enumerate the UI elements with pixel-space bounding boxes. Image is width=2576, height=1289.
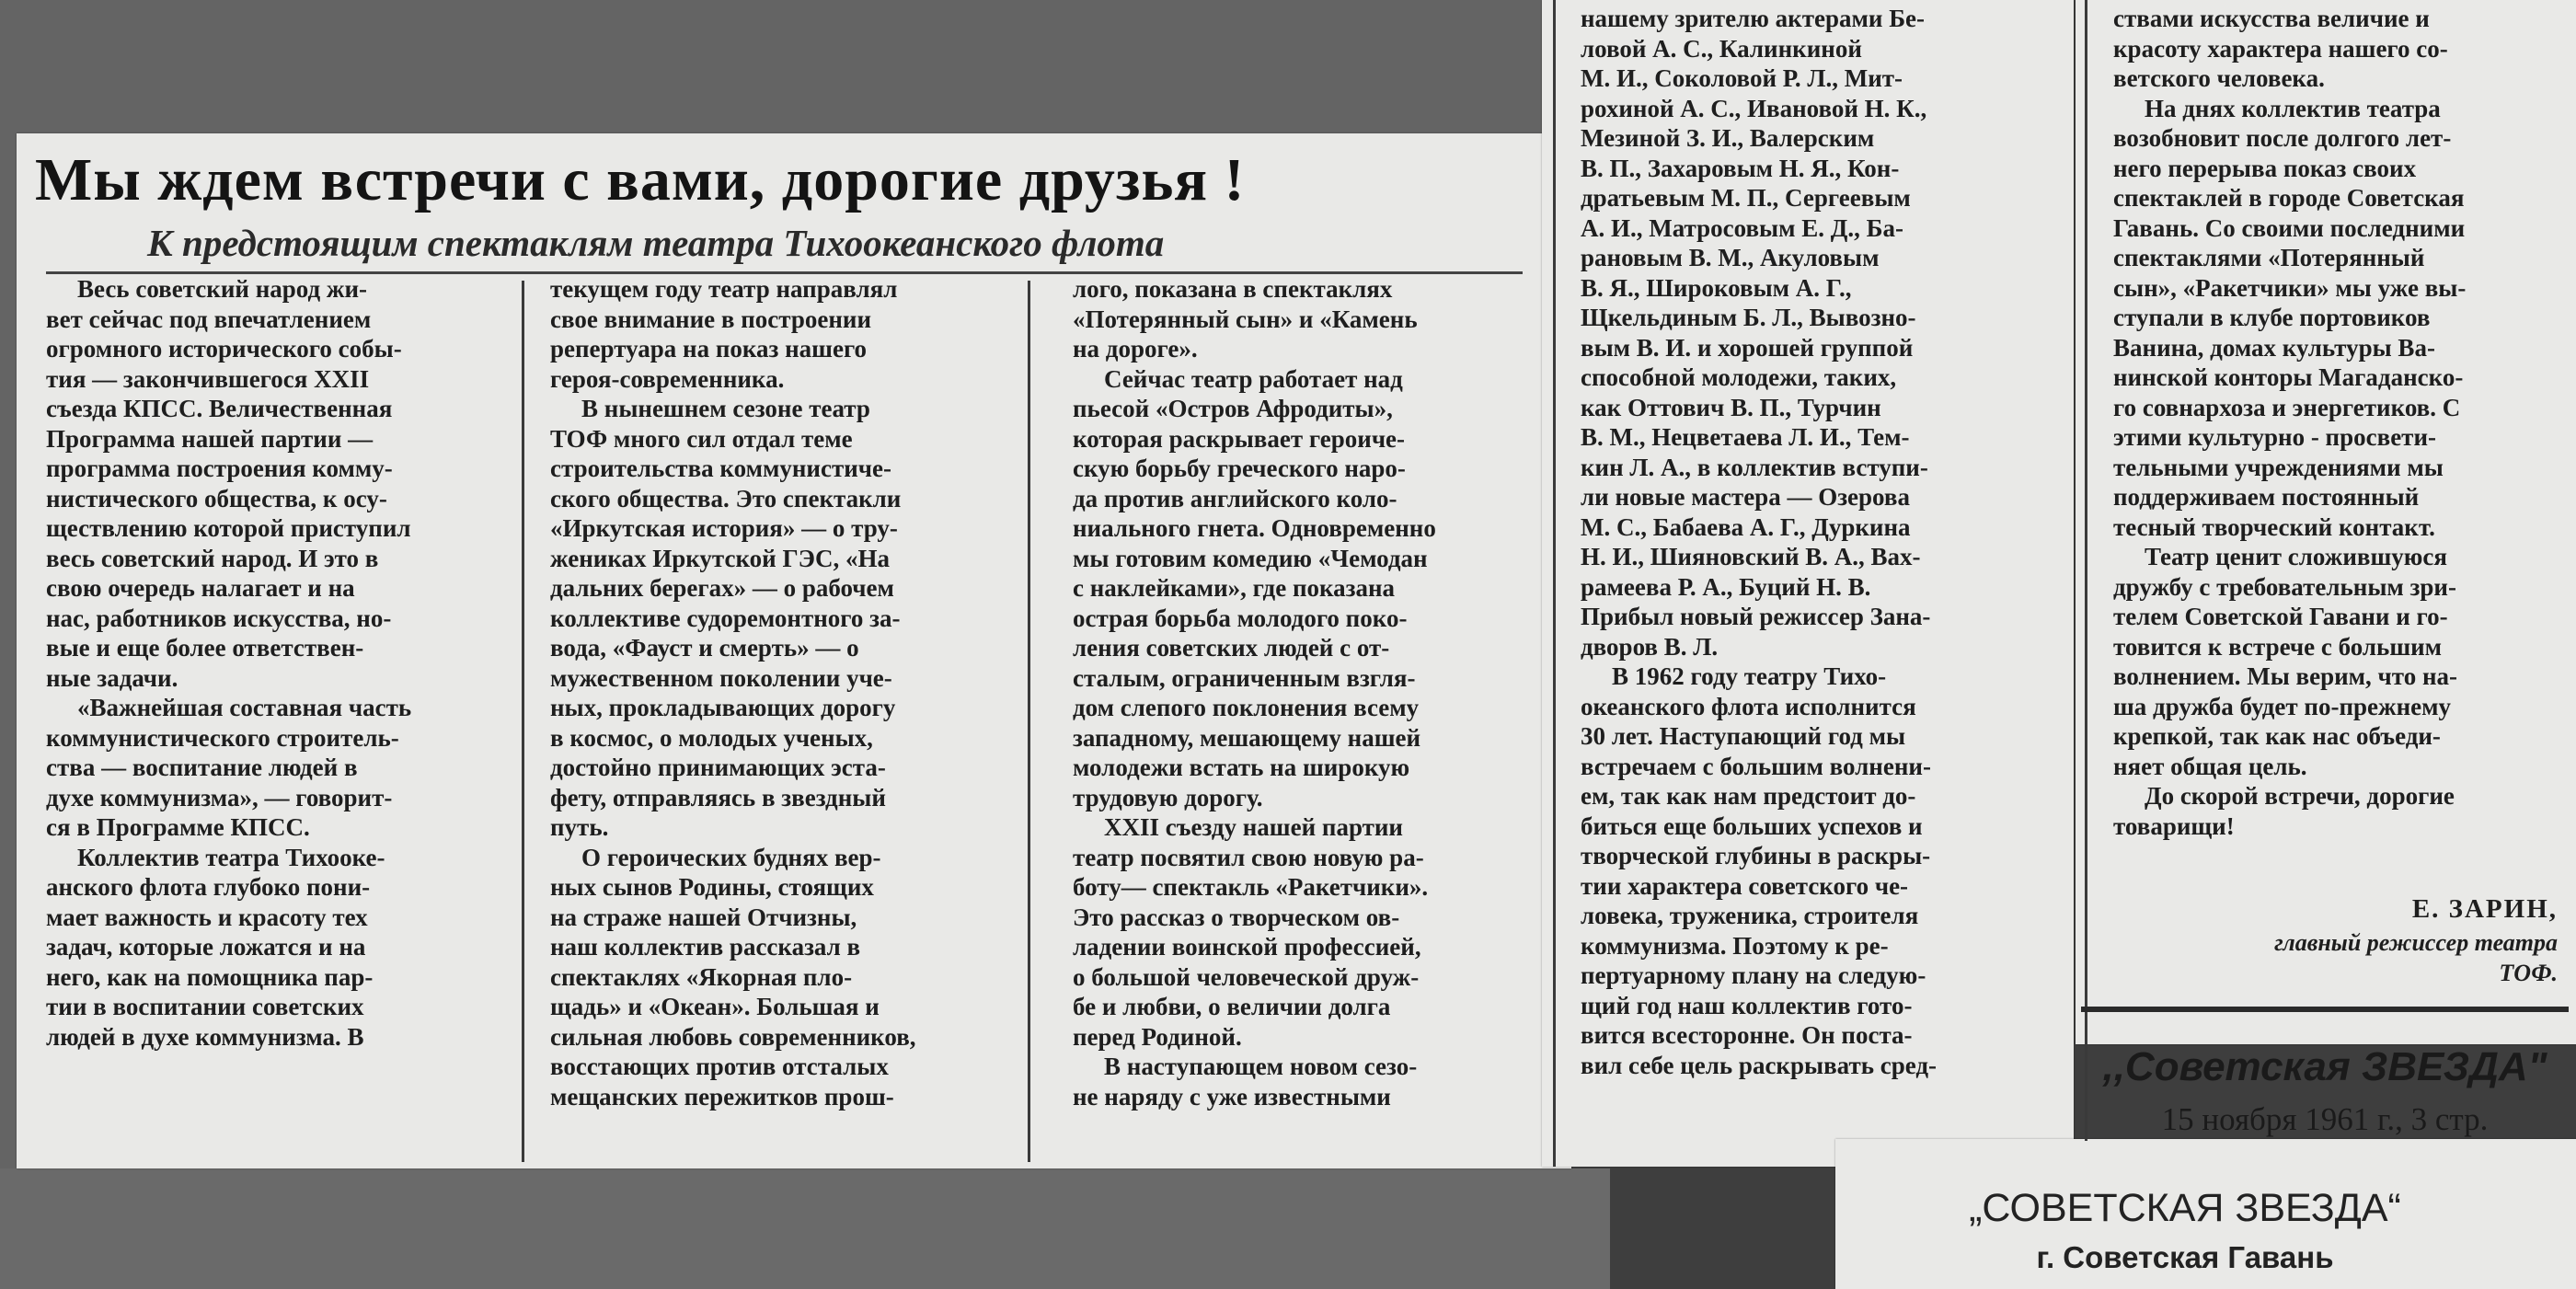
text-line: В. П., Захаровым Н. Я., Кон-	[1581, 154, 1900, 182]
article-paragraph	[550, 843, 955, 1112]
text-line: сильная любовь современников,	[550, 1022, 916, 1051]
text-line: тесный творческий контакт.	[2113, 512, 2435, 541]
article-paragraph	[550, 274, 955, 394]
text-line: тия — закончившегося XXII	[46, 364, 370, 393]
article-paragraph	[2113, 4, 2564, 94]
article-column-4	[1581, 4, 2033, 1154]
text-line: молодежи встать на широкую	[1073, 754, 1410, 781]
article-paragraph	[1581, 662, 2033, 1080]
article-paragraph	[1073, 274, 1524, 364]
text-line: людей в духе коммунизма. В	[46, 1022, 364, 1051]
text-line: не наряду с уже известными	[1073, 1082, 1391, 1111]
article-column-2	[550, 274, 955, 1148]
text-line: ступали в клубе портовиков	[2113, 304, 2431, 331]
text-line: бе и любви, о величии долга	[1073, 993, 1391, 1020]
text-line: дружбу с требовательным зри-	[2113, 572, 2456, 601]
text-line: XXII съезду нашей партии	[1104, 813, 1403, 841]
text-line: в космос, о молодых ученых,	[550, 723, 873, 752]
text-line: телем Советской Гавани и го-	[2113, 603, 2448, 630]
text-line: боту— спектакль «Ракетчики».	[1073, 873, 1429, 901]
text-line: ных сынов Родины, стоящих	[550, 873, 874, 901]
text-line: М. С., Бабаева А. Г., Дуркина	[1581, 512, 1911, 541]
text-line: «Важнейшая составная часть	[77, 694, 412, 721]
text-line: пертуарному плану на следую-	[1581, 961, 1926, 989]
author-role-line: главный режиссер театра	[2274, 929, 2558, 956]
text-line: духе коммунизма», — говорит-	[46, 783, 393, 811]
article-column-5	[2113, 4, 2564, 979]
article-paragraph	[46, 843, 478, 1053]
text-line: строительства коммунистиче-	[550, 455, 891, 482]
column-rule	[522, 281, 524, 1162]
text-line: вода, «Фауст и смерть» — о	[550, 634, 859, 662]
text-line: Сейчас театр работает над	[1104, 364, 1403, 393]
text-line: ствами искусства величие и	[2113, 5, 2430, 32]
article-paragraph	[1073, 364, 1524, 813]
text-line: дом слепого поклонения всему	[1073, 694, 1420, 721]
article-paragraph	[1073, 1052, 1524, 1111]
column-rule	[2085, 0, 2087, 1141]
text-line: кин Л. А., в коллектив вступи-	[1581, 453, 1928, 481]
text-line: репертуара на показ нашего	[550, 335, 868, 363]
text-line: спектаклях «Якорная пло-	[550, 962, 853, 991]
text-line: крепкой, так как нас объеди-	[2113, 722, 2441, 750]
article-paragraph	[550, 394, 955, 843]
text-line: спектаклей в городе Советская	[2113, 184, 2465, 212]
text-line: пьесой «Остров Афродиты»,	[1073, 395, 1393, 422]
text-line: Щкельдиным Б. Л., Вывозно-	[1581, 304, 1916, 331]
text-line: мещанских пережитков прош-	[550, 1082, 894, 1111]
text-line: тии в воспитании советских	[46, 993, 364, 1020]
text-line: жениках Иркутской ГЭС, «На	[550, 544, 890, 572]
text-line: анского флота глубоко пони-	[46, 873, 371, 901]
text-line: товарищи!	[2113, 811, 2235, 840]
text-line: нинской конторы Магаданско-	[2113, 363, 2464, 391]
text-line: А. И., Матросовым Е. Д., Ба-	[1581, 213, 1903, 242]
article-paragraph	[2113, 781, 2564, 841]
text-line: наш коллектив рассказал в	[550, 933, 861, 961]
text-line: ных, прокладывающих дорогу	[550, 694, 896, 721]
text-line: В наступающем новом сезо-	[1104, 1053, 1418, 1080]
text-line: героя-современника.	[550, 364, 785, 393]
article-paragraph	[1073, 812, 1524, 1052]
text-line: ловека, труженика, строителя	[1581, 902, 1919, 929]
text-line: на дороге».	[1073, 335, 1198, 363]
author-role	[2116, 927, 2558, 990]
text-line: ша дружба будет по-прежнему	[2113, 692, 2452, 720]
text-line: дратьевым М. П., Сергеевым	[1581, 184, 1911, 212]
text-line: встречаем с большим волнени-	[1581, 752, 1931, 780]
text-line: коммунистического строитель-	[46, 723, 399, 752]
text-line: спектаклями «Потерянный	[2113, 244, 2425, 271]
text-line: «Иркутская история» — о тру-	[550, 514, 898, 542]
text-line: да против английского коло-	[1073, 484, 1397, 512]
text-line: вет сейчас под впечатлением	[46, 305, 372, 333]
text-line: «Потерянный сын» и «Камень	[1073, 305, 1418, 333]
text-line: фету, отправляясь в звездный	[550, 783, 886, 811]
text-line: рановым В. М., Акуловым	[1581, 244, 1880, 271]
text-line: Н. И., Шияновский В. А., Вах-	[1581, 543, 1921, 570]
text-line: перед Родиной.	[1073, 1022, 1242, 1051]
text-line: Коллектив театра Тихооке-	[77, 843, 385, 871]
publication-rule	[2081, 1007, 2569, 1012]
text-line: трудовую дорогу.	[1073, 783, 1263, 811]
text-line: рамеева Р. А., Буций Н. В.	[1581, 572, 1871, 601]
text-line: ладении воинской профессией,	[1073, 933, 1421, 961]
text-line: способной молодежи, таких,	[1581, 363, 1897, 391]
text-line: театр посвятил свою новую ра-	[1073, 843, 1424, 871]
text-line: тельными учреждениями мы	[2113, 453, 2444, 481]
article-paragraph	[2113, 542, 2564, 781]
text-line: Гавань. Со своими последними	[2113, 213, 2466, 242]
text-line: вые и еще более ответствен-	[46, 634, 364, 662]
text-line: красоту характера нашего со-	[2113, 34, 2448, 63]
text-line: М. И., Соколовой Р. Л., Мит-	[1581, 64, 1903, 92]
text-line: на страже нашей Отчизны,	[550, 903, 857, 931]
text-line: путь.	[550, 813, 609, 841]
text-line: дворов В. Л.	[1581, 632, 1719, 661]
text-line: го совнархоза и энергетиков. С	[2113, 393, 2461, 421]
text-line: Мезиной З. И., Валерским	[1581, 124, 1875, 152]
text-line: щий год наш коллектив гото-	[1581, 991, 1913, 1019]
text-line: Это рассказ о творческом ов-	[1073, 903, 1400, 931]
text-line: нашему зрителю актерами Бе-	[1581, 5, 1926, 32]
text-line: ли новые мастера — Озерова	[1581, 483, 1910, 511]
text-line: поддерживаем постоянный	[2113, 483, 2420, 511]
text-line: биться еще больших успехов и	[1581, 811, 1923, 840]
text-line: текущем году театр направлял	[550, 275, 898, 303]
publication-date-page: 15 ноября 1961 г., 3 стр.	[2161, 1101, 2489, 1137]
text-line: ветского человека.	[2113, 64, 2325, 92]
text-line: весь советский народ. И это в	[46, 544, 379, 572]
text-line: западному, мешающему нашей	[1073, 723, 1421, 752]
text-line: товится к встрече с большим	[2113, 632, 2443, 661]
text-line: Прибыл новый режиссер Зана-	[1581, 603, 1931, 630]
text-line: ся в Программе КПСС.	[46, 813, 310, 841]
stamp-newspaper-name: „СОВЕТСКАЯ ЗВЕЗДА“	[1969, 1186, 2401, 1230]
text-line: возобновит после долгого лет-	[2113, 124, 2452, 152]
text-line: скую борьбу греческого наро-	[1073, 455, 1406, 482]
text-line: океанского флота исполнится	[1581, 692, 1916, 720]
text-line: сын», «Ракетчики» мы уже вы-	[2113, 273, 2467, 302]
text-line: ского общества. Это спектакли	[550, 484, 902, 512]
text-line: На днях коллектив театра	[2145, 94, 2441, 122]
text-line: Ванина, домах культуры Ва-	[2113, 333, 2435, 362]
text-line: лого, показана в спектаклях	[1073, 275, 1393, 303]
text-line: 30 лет. Наступающий год мы	[1581, 722, 1906, 750]
text-line: До скорой встречи, дорогие	[2145, 782, 2455, 810]
text-line: сталым, ограниченным взгля-	[1073, 663, 1416, 692]
publication-name: ,,Советская ЗВЕЗДА"	[2102, 1044, 2547, 1089]
text-line: ниального гнета. Одновременно	[1073, 514, 1436, 542]
text-line: вил себе цель раскрывать сред-	[1581, 1051, 1938, 1079]
text-line: творческой глубины в раскры-	[1581, 842, 1931, 869]
text-line: В 1962 году театру Тихо-	[1612, 662, 1887, 690]
text-line: острая борьба молодого поко-	[1073, 604, 1408, 632]
text-line: него перерыва показ своих	[2113, 154, 2417, 182]
article-paragraph	[46, 693, 478, 843]
text-line: восстающих против отсталых	[550, 1053, 889, 1080]
text-line: коммунизма. Поэтому к ре-	[1581, 931, 1889, 960]
author-name: Е. ЗАРИН,	[2411, 894, 2558, 924]
article-headline: Мы ждем встречи с вами, дорогие друзья !	[35, 146, 1246, 213]
text-line: съезда КПСС. Величественная	[46, 395, 393, 422]
text-line: О героических буднях вер-	[581, 843, 881, 871]
article-column-1	[46, 274, 478, 1148]
text-line: В. Я., Широковым А. Г.,	[1581, 273, 1852, 302]
column-rule	[1553, 0, 1556, 1167]
text-line: задач, которые ложатся и на	[46, 933, 366, 961]
text-line: вится всесторонне. Он поста-	[1581, 1021, 1913, 1049]
article-paragraph	[2113, 94, 2564, 543]
text-line: ТОФ много сил отдал теме	[550, 424, 853, 453]
text-line: ления советских людей с от-	[1073, 634, 1390, 662]
text-line: о большой человеческой друж-	[1073, 962, 1420, 991]
text-line: волнением. Мы верим, что на-	[2113, 662, 2457, 690]
article-subheadline: К предстоящим спектаклям театра Тихоокеанского флота	[147, 222, 1165, 264]
text-line: свое внимание в построении	[550, 305, 871, 333]
text-line: няет общая цель.	[2113, 752, 2307, 780]
text-line: дальних берегах» — о рабочем	[550, 574, 894, 602]
text-line: нас, работников искусства, но-	[46, 604, 392, 632]
text-line: рохиной А. С., Ивановой Н. К.,	[1581, 94, 1927, 122]
text-line: программа построения комму-	[46, 455, 393, 482]
text-line: Театр ценит сложившуюся	[2145, 543, 2447, 570]
text-line: ловой А. С., Калинкиной	[1581, 34, 1862, 63]
text-line: огромного исторического собы-	[46, 335, 402, 363]
text-line: ществлению которой приступил	[46, 514, 411, 542]
text-line: щадь» и «Океан». Большая и	[550, 993, 880, 1020]
text-line: него, как на помощника пар-	[46, 962, 374, 991]
text-line: мы готовим комедию «Чемодан	[1073, 544, 1428, 572]
article-column-3	[1073, 274, 1524, 1148]
text-line: ные задачи.	[46, 663, 178, 692]
text-line: Весь советский народ жи-	[77, 275, 368, 303]
text-line: нистического общества, к осу-	[46, 484, 387, 512]
text-line: как Оттович В. П., Турчин	[1581, 393, 1881, 421]
text-line: коллективе судоремонтного за-	[550, 604, 901, 632]
text-line: ем, так как нам предстоит до-	[1581, 782, 1916, 810]
text-line: ства — воспитание людей в	[46, 754, 358, 781]
background-lower-area	[0, 1168, 1610, 1289]
column-rule	[1028, 281, 1030, 1162]
text-line: этими культурно - просвети-	[2113, 423, 2436, 451]
text-line: В нынешнем сезоне театр	[581, 395, 870, 422]
text-line: свою очередь налагает и на	[46, 574, 355, 602]
text-line: которая раскрывает героиче-	[1073, 424, 1406, 453]
text-line: мужественном поколении уче-	[550, 663, 892, 692]
text-line: В. М., Нецветаева Л. И., Тем-	[1581, 423, 1910, 451]
stamp-city: г. Советская Гавань	[2036, 1240, 2334, 1274]
text-line: с наклейками», где показана	[1073, 574, 1396, 602]
text-line: мает важность и красоту тех	[46, 903, 368, 931]
text-line: вым В. И. и хорошей группой	[1581, 333, 1914, 362]
article-paragraph	[1581, 4, 2033, 662]
text-line: Программа нашей партии —	[46, 424, 374, 453]
text-line: достойно принимающих эста-	[550, 754, 886, 781]
author-role-line: ТОФ.	[2499, 960, 2558, 986]
text-line: тии характера советского че-	[1581, 871, 1909, 900]
article-paragraph	[46, 274, 478, 693]
